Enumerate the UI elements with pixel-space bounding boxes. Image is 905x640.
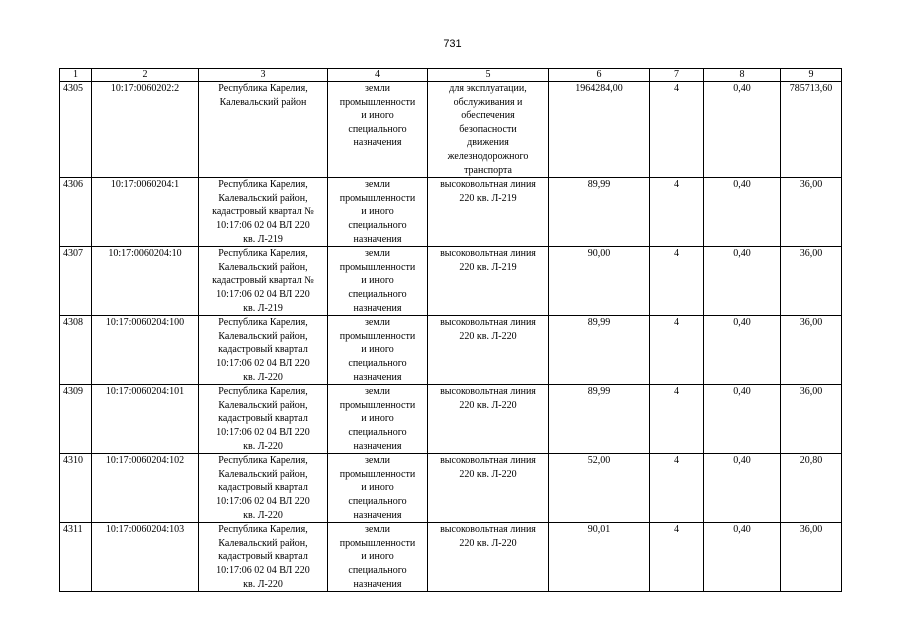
cell-col-7: 4 <box>650 454 704 523</box>
land-registry-table <box>59 68 842 592</box>
cell-location-line: 10:17:06 02 04 ВЛ 220 <box>216 357 310 369</box>
cell-land-category-line: и иного <box>361 344 394 356</box>
cell-land-category-line: специального <box>348 426 407 438</box>
cell-location-line: Республика Карелия, <box>218 386 308 398</box>
cell-land-category-line: и иного <box>361 413 394 425</box>
cell-number: 4311 <box>60 523 92 592</box>
cell-location-line: Калевальский район, <box>218 261 308 273</box>
cell-location-line: кадастровый квартал <box>218 551 308 563</box>
cell-location <box>199 454 328 523</box>
cell-land-category-line: специального <box>348 219 407 231</box>
cell-land-category-line: земли <box>364 455 391 467</box>
cell-land-category-line: земли <box>364 317 391 329</box>
cell-land-category <box>328 385 428 454</box>
cell-location-line: кв. Л-220 <box>243 440 283 452</box>
cell-land-category <box>328 247 428 316</box>
cell-land-category-line: и иного <box>361 275 394 287</box>
cell-permitted-use-line: 220 кв. Л-220 <box>459 330 517 342</box>
cell-amount: 785713,60 <box>781 82 842 178</box>
cell-area: 52,00 <box>549 454 650 523</box>
cell-land-category-line: назначения <box>353 578 402 590</box>
cell-location-line: Калевальский район, <box>218 537 308 549</box>
cell-land-category-line: назначения <box>353 233 402 245</box>
cell-location-line: Республика Карелия, <box>218 524 308 536</box>
col-header-6: 6 <box>549 69 650 82</box>
cell-permitted-use-line: высоковольтная линия <box>440 524 536 536</box>
cell-number: 4305 <box>60 82 92 178</box>
table-row <box>60 385 842 454</box>
cell-rate: 0,40 <box>704 316 781 385</box>
cell-land-category-line: назначения <box>353 440 402 452</box>
cell-area: 90,01 <box>549 523 650 592</box>
cell-permitted-use-line: безопасности <box>459 123 517 135</box>
cell-amount: 36,00 <box>781 316 842 385</box>
cell-permitted-use-line: 220 кв. Л-220 <box>459 399 517 411</box>
table-row <box>60 316 842 385</box>
cell-permitted-use-line: высоковольтная линия <box>440 317 536 329</box>
cell-land-category-line: и иного <box>361 551 394 563</box>
cell-col-7: 4 <box>650 247 704 316</box>
cell-land-category-line: назначения <box>353 509 402 521</box>
col-header-3: 3 <box>199 69 328 82</box>
cell-location <box>199 82 328 178</box>
cell-land-category-line: земли <box>364 524 391 536</box>
cell-permitted-use-line: транспорта <box>464 164 512 176</box>
table-row <box>60 523 842 592</box>
cell-land-category-line: специального <box>348 564 407 576</box>
cell-location-line: 10:17:06 02 04 ВЛ 220 <box>216 426 310 438</box>
cell-cadastral-number: 10:17:0060204:101 <box>92 385 199 454</box>
cell-location-line: Калевальский район, <box>218 399 308 411</box>
cell-land-category-line: специального <box>348 357 407 369</box>
cell-permitted-use <box>428 523 549 592</box>
cell-rate: 0,40 <box>704 178 781 247</box>
page-number: 731 <box>443 38 462 50</box>
cell-land-category-line: специального <box>348 123 407 135</box>
cell-amount: 36,00 <box>781 385 842 454</box>
cell-cadastral-number: 10:17:0060202:2 <box>92 82 199 178</box>
cell-land-category <box>328 454 428 523</box>
cell-location-line: Республика Карелия, <box>218 248 308 260</box>
cell-land-category-line: назначения <box>353 371 402 383</box>
cell-permitted-use-line: высоковольтная линия <box>440 179 536 191</box>
cell-land-category-line: промышленности <box>339 96 416 108</box>
table-row <box>60 454 842 523</box>
cell-land-category-line: промышленности <box>339 192 416 204</box>
col-header-8: 8 <box>704 69 781 82</box>
cell-area: 89,99 <box>549 385 650 454</box>
cell-location-line: 10:17:06 02 04 ВЛ 220 <box>216 564 310 576</box>
col-header-2: 2 <box>92 69 199 82</box>
cell-location-line: кадастровый квартал № <box>212 275 314 287</box>
cell-land-category-line: назначения <box>353 302 402 314</box>
cell-land-category-line: земли <box>364 248 391 260</box>
cell-land-category <box>328 316 428 385</box>
col-header-9: 9 <box>781 69 842 82</box>
cell-location <box>199 385 328 454</box>
cell-permitted-use <box>428 316 549 385</box>
cell-location <box>199 523 328 592</box>
cell-number: 4307 <box>60 247 92 316</box>
cell-rate: 0,40 <box>704 247 781 316</box>
cell-land-category-line: промышленности <box>339 537 416 549</box>
cell-land-category-line: специального <box>348 495 407 507</box>
table-row <box>60 247 842 316</box>
cell-location-line: Калевальский район, <box>218 192 308 204</box>
cell-land-category-line: и иного <box>361 206 394 218</box>
cell-location <box>199 247 328 316</box>
cell-location-line: кв. Л-219 <box>243 233 283 245</box>
cell-land-category-line: промышленности <box>339 330 416 342</box>
cell-location-line: Республика Карелия, <box>218 179 308 191</box>
cell-rate: 0,40 <box>704 454 781 523</box>
cell-location-line: Калевальский район, <box>218 468 308 480</box>
cell-rate: 0,40 <box>704 523 781 592</box>
cell-permitted-use-line: железнодорожного <box>447 150 529 162</box>
cell-col-7: 4 <box>650 178 704 247</box>
cell-area: 89,99 <box>549 316 650 385</box>
cell-location-line: кадастровый квартал <box>218 413 308 425</box>
cell-area: 1964284,00 <box>549 82 650 178</box>
cell-permitted-use-line: обслуживания и <box>453 96 523 108</box>
cell-permitted-use-line: высоковольтная линия <box>440 455 536 467</box>
cell-amount: 36,00 <box>781 523 842 592</box>
cell-location-line: Республика Карелия, <box>218 83 308 94</box>
cell-number: 4306 <box>60 178 92 247</box>
table-body <box>60 82 842 592</box>
cell-location-line: Республика Карелия, <box>218 317 308 329</box>
col-header-1: 1 <box>60 69 92 82</box>
cell-col-7: 4 <box>650 316 704 385</box>
cell-land-category-line: назначения <box>353 137 402 149</box>
cell-number: 4310 <box>60 454 92 523</box>
cell-location-line: Калевальский район, <box>218 330 308 342</box>
cell-cadastral-number: 10:17:0060204:103 <box>92 523 199 592</box>
cell-permitted-use-line: 220 кв. Л-219 <box>459 192 517 204</box>
cell-location-line: кв. Л-220 <box>243 371 283 383</box>
cell-permitted-use-line: высоковольтная линия <box>440 248 536 260</box>
cell-location-line: кадастровый квартал <box>218 482 308 494</box>
cell-land-category-line: земли <box>364 179 391 191</box>
cell-land-category <box>328 178 428 247</box>
cell-land-category-line: и иного <box>361 482 394 494</box>
cell-permitted-use <box>428 454 549 523</box>
cell-location-line: Калевальский район <box>219 96 307 108</box>
cell-cadastral-number: 10:17:0060204:102 <box>92 454 199 523</box>
cell-col-7: 4 <box>650 385 704 454</box>
cell-area: 89,99 <box>549 178 650 247</box>
cell-permitted-use <box>428 82 549 178</box>
cell-location-line: кв. Л-220 <box>243 509 283 521</box>
cell-land-category-line: земли <box>364 386 391 398</box>
cell-rate: 0,40 <box>704 385 781 454</box>
cell-location-line: 10:17:06 02 04 ВЛ 220 <box>216 288 310 300</box>
cell-cadastral-number: 10:17:0060204:1 <box>92 178 199 247</box>
cell-cadastral-number: 10:17:0060204:100 <box>92 316 199 385</box>
cell-cadastral-number: 10:17:0060204:10 <box>92 247 199 316</box>
table-row <box>60 178 842 247</box>
cell-land-category <box>328 82 428 178</box>
cell-location-line: кв. Л-219 <box>243 302 283 314</box>
cell-land-category <box>328 523 428 592</box>
header-row <box>60 69 842 82</box>
cell-permitted-use <box>428 385 549 454</box>
cell-location-line: Республика Карелия, <box>218 455 308 467</box>
cell-number: 4308 <box>60 316 92 385</box>
cell-location-line: 10:17:06 02 04 ВЛ 220 <box>216 219 310 231</box>
cell-location <box>199 178 328 247</box>
cell-permitted-use-line: обеспечения <box>461 110 515 122</box>
cell-permitted-use-line: 220 кв. Л-219 <box>459 261 517 273</box>
cell-rate: 0,40 <box>704 82 781 178</box>
cell-land-category-line: земли <box>364 83 391 94</box>
cell-permitted-use-line: 220 кв. Л-220 <box>459 537 517 549</box>
cell-location <box>199 316 328 385</box>
cell-permitted-use-line: высоковольтная линия <box>440 386 536 398</box>
cell-land-category-line: промышленности <box>339 468 416 480</box>
cell-permitted-use <box>428 178 549 247</box>
cell-land-category-line: промышленности <box>339 261 416 273</box>
cell-land-category-line: промышленности <box>339 399 416 411</box>
cell-amount: 20,80 <box>781 454 842 523</box>
cell-permitted-use <box>428 247 549 316</box>
cell-location-line: 10:17:06 02 04 ВЛ 220 <box>216 495 310 507</box>
cell-col-7: 4 <box>650 82 704 178</box>
col-header-4: 4 <box>328 69 428 82</box>
col-header-5: 5 <box>428 69 549 82</box>
cell-amount: 36,00 <box>781 247 842 316</box>
cell-land-category-line: и иного <box>361 110 394 122</box>
cell-location-line: кв. Л-220 <box>243 578 283 590</box>
cell-permitted-use-line: для эксплуатации, <box>449 83 527 94</box>
cell-location-line: кадастровый квартал <box>218 344 308 356</box>
cell-permitted-use-line: движения <box>467 137 509 149</box>
cell-location-line: кадастровый квартал № <box>212 206 314 218</box>
table-row <box>60 82 842 178</box>
cell-area: 90,00 <box>549 247 650 316</box>
cell-land-category-line: специального <box>348 288 407 300</box>
cell-col-7: 4 <box>650 523 704 592</box>
col-header-7: 7 <box>650 69 704 82</box>
cell-permitted-use-line: 220 кв. Л-220 <box>459 468 517 480</box>
cell-amount: 36,00 <box>781 178 842 247</box>
cell-number: 4309 <box>60 385 92 454</box>
